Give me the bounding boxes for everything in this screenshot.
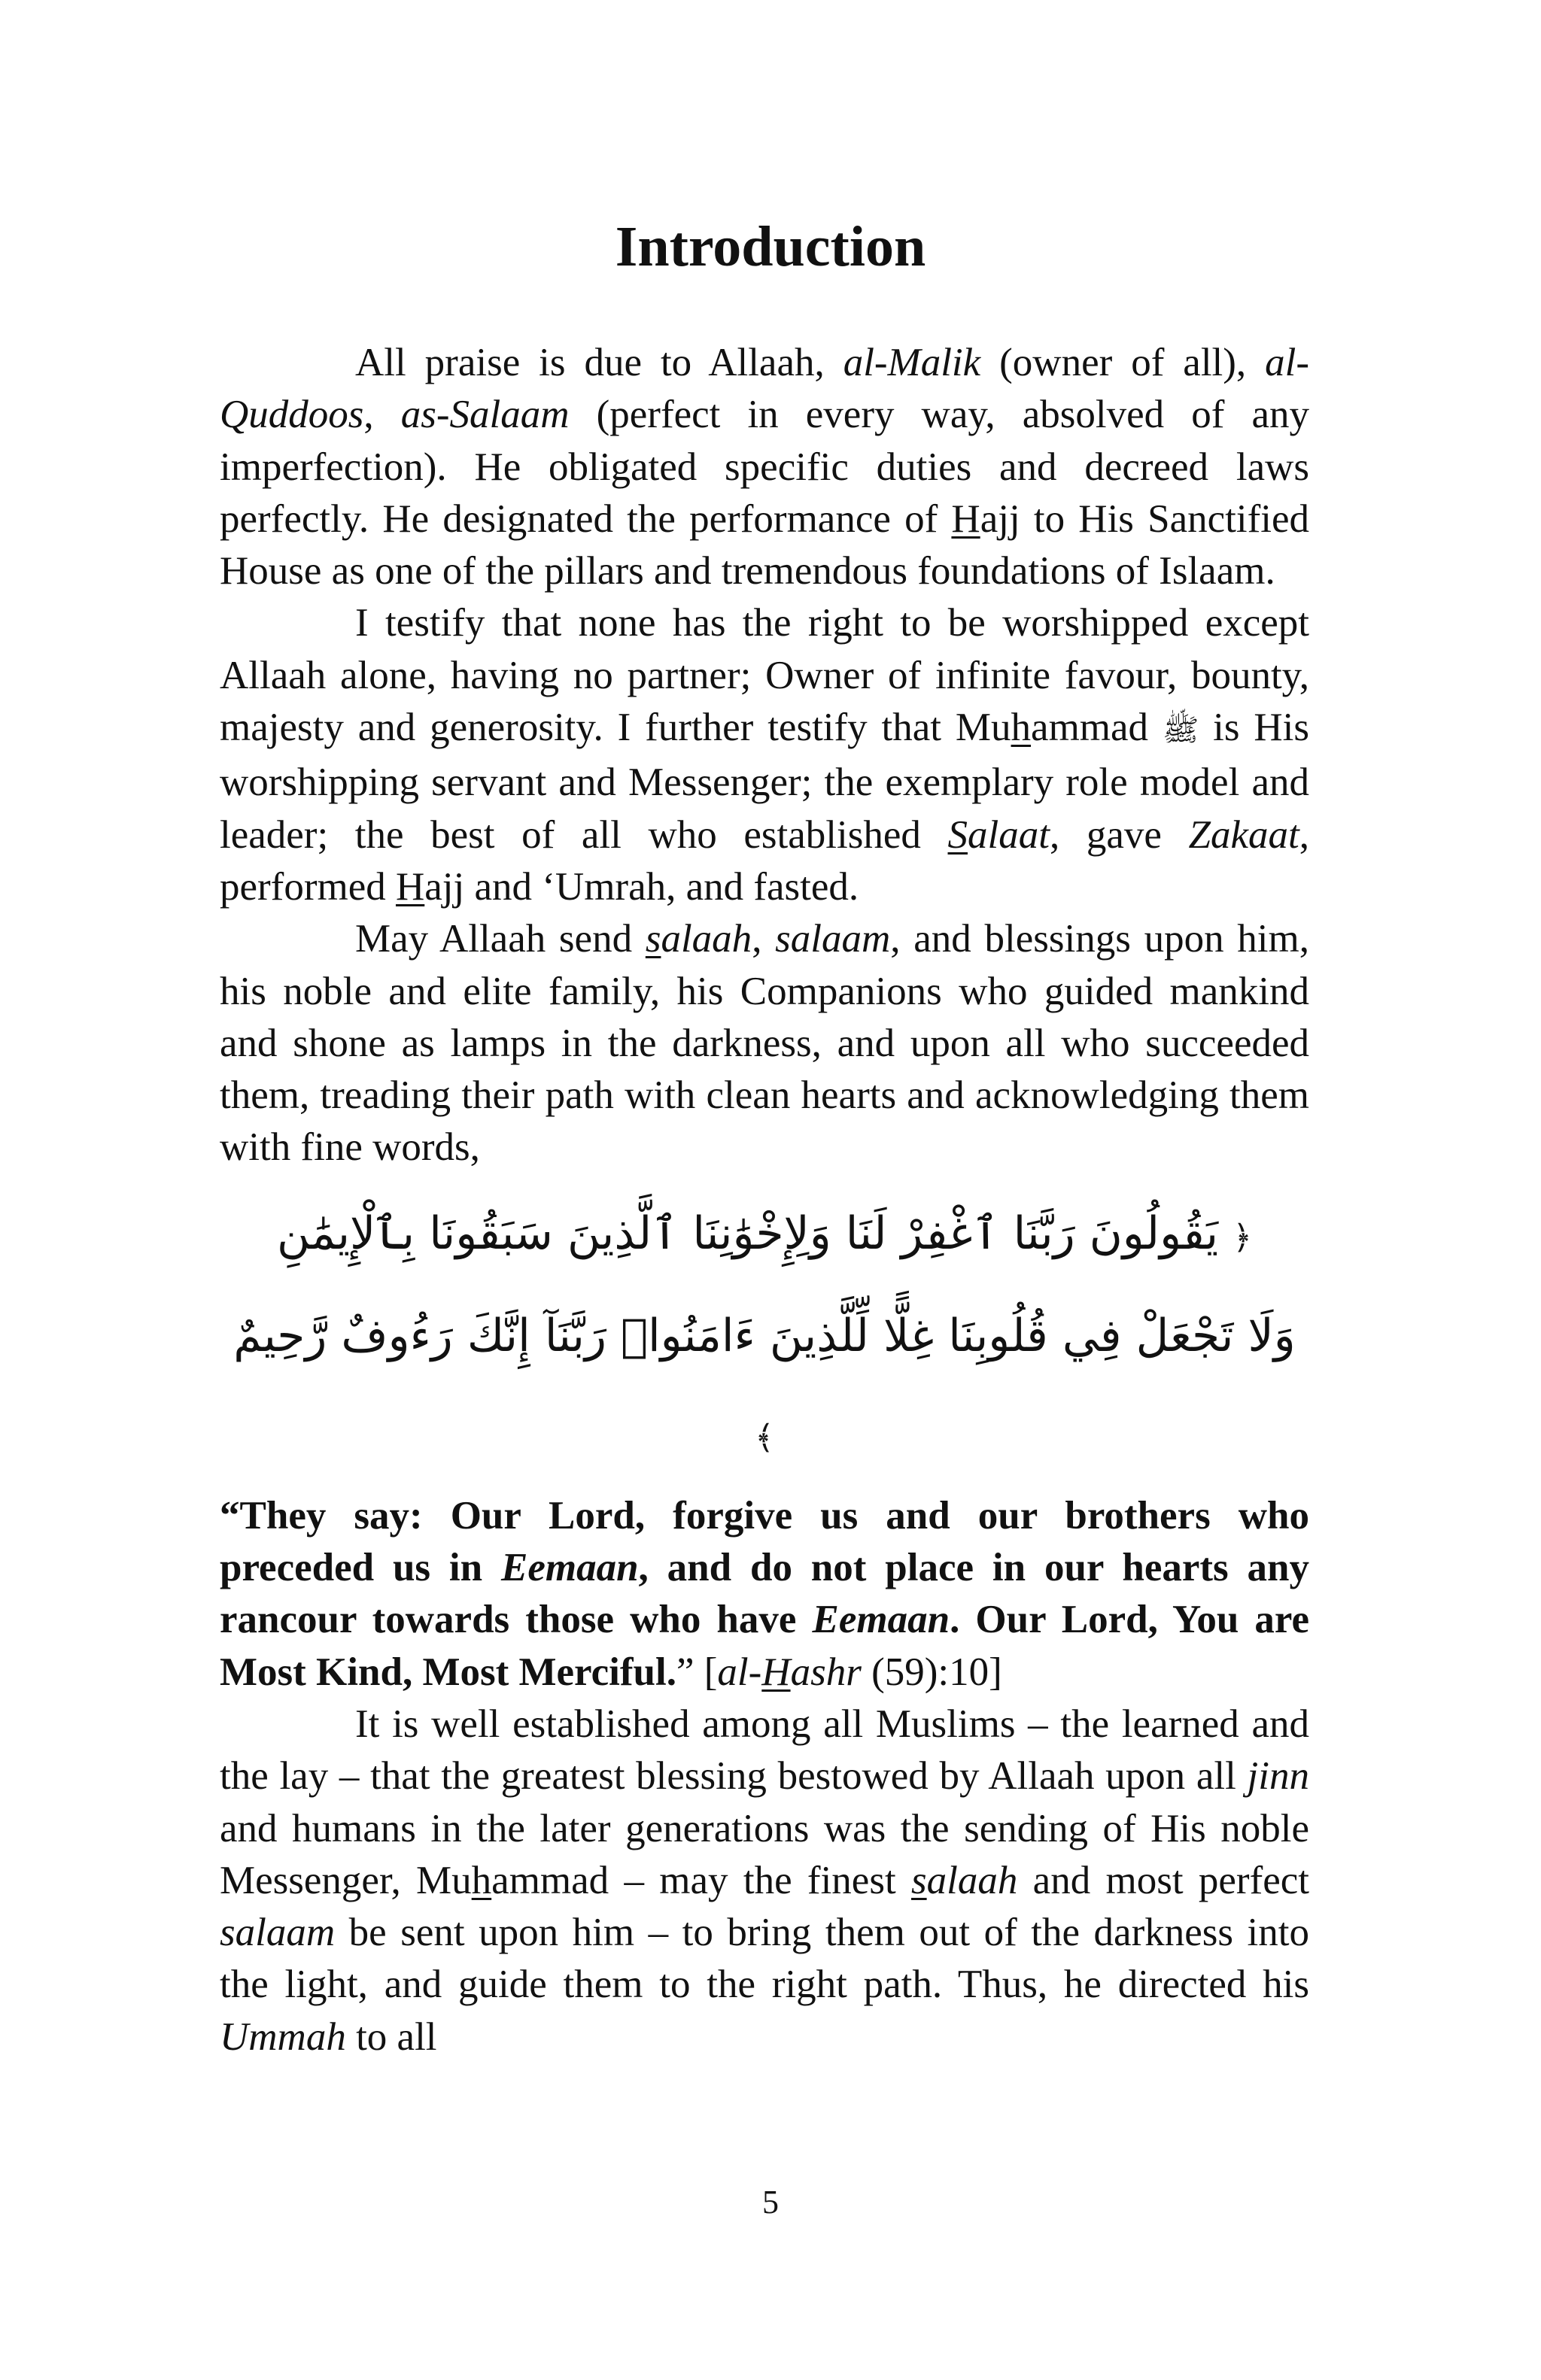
quran-verse-arabic	[220, 1185, 1309, 1487]
underlined-letter: S	[947, 812, 968, 857]
text-run: is His worshipping servant and Messenger; the exemplary role model and leader; the best of all who established	[220, 706, 1310, 857]
text-run: ,	[752, 917, 776, 961]
text-run: ,	[363, 393, 401, 437]
text-run: , and blessings upon him, his noble and elite family, his Companions who guided mankind and shone as lamps in the darkness, and upon all who succeeded them, treading their path with clean hearts and acknowledging them with fine words,	[220, 917, 1309, 1170]
text-run: (owner of all),	[980, 341, 1266, 384]
page-title: Introduction	[615, 215, 926, 278]
text-run: and humans in the later generations was the sending of His noble Messenger, Mu	[220, 1806, 1309, 1902]
paragraph-blessing-bestowed	[220, 1698, 1309, 2063]
italic-term: al-Quddoos	[220, 341, 1309, 437]
italic-term: Eemaan	[500, 1546, 639, 1590]
text-run: to all	[345, 2014, 437, 2059]
text-run: and most perfect	[1017, 1858, 1309, 1902]
underlined-letter: H	[761, 1650, 791, 1694]
arabic-text: يَقُولُونَ رَبَّنَا ٱغْفِرْ لَنَا وَلِإِخْوَٰنِنَا ٱلَّذِينَ سَبَقُونَا بِٱلْإِيمَٰنِ	[277, 1207, 1219, 1260]
underlined-letter: H	[395, 864, 425, 909]
closing-quote: ”	[676, 1650, 695, 1694]
text-run: May Allaah send	[355, 917, 646, 961]
underlined-letter: s	[910, 1858, 927, 1902]
italic-term: al-Malik	[843, 341, 981, 384]
text-run: (perfect in every way, absolved of any imperfection). He obligated specific duties and decreed laws perfectly. He designated the performance of	[220, 393, 1309, 541]
text-run: “They say: Our Lord, forgive us and our brothers who preceded us in	[220, 1493, 1309, 1590]
italic-term: alaat	[968, 812, 1050, 857]
reference-italic: al-	[717, 1650, 762, 1694]
reference-text: [	[694, 1650, 718, 1694]
text-run: ammad – may the finest	[491, 1858, 911, 1902]
salutation-glyph: ﷺ	[1162, 713, 1199, 748]
text-run: ajj and ‘Umrah, and fasted.	[424, 864, 859, 909]
page-number: 5	[762, 2184, 779, 2221]
arabic-line-1	[220, 1185, 1309, 1287]
reference-italic: ashr	[790, 1650, 862, 1694]
text-run: ajj to His Sanctified House as one of the pillars and tremendous foundations of Islaam.	[220, 496, 1309, 593]
ornate-bracket-close: ﴾	[755, 1418, 774, 1457]
text-run: I testify that none has the right to be worshipped except Allaah alone, having no partner; Owner of infinite favour, bounty, majesty and generosity. I further testify that Mu	[220, 601, 1309, 750]
italic-term: Eemaan	[812, 1598, 950, 1642]
italic-term: salaam	[775, 917, 891, 961]
text-run: It is well established among all Muslims – the learned and the lay – that the greatest blessing bestowed by Allaah upon all	[220, 1702, 1309, 1799]
arabic-text: وَلَا تَجْعَلْ فِي قُلُوبِنَا غِلًّا لِّلَّذِينَ ءَامَنُوا۟ رَبَّنَآ إِنَّكَ رَءُوفٌ رَّحِيمٌ	[233, 1309, 1296, 1362]
italic-term: alaah	[926, 1858, 1018, 1902]
text-run: ammad	[1031, 706, 1163, 750]
text-run: , and do not place in our hearts any rancour towards those who have	[220, 1546, 1309, 1642]
body-text	[220, 337, 1309, 2063]
text-run: . Our Lord, You are Most Kind, Most Merciful.	[220, 1598, 1309, 1694]
underlined-letter: H	[951, 496, 980, 541]
underlined-letter: h	[1011, 706, 1032, 750]
italic-term: Zakaat	[1188, 812, 1299, 857]
paragraph-blessings	[220, 913, 1309, 1173]
italic-term: as-Salaam	[400, 393, 570, 437]
italic-term: salaam	[220, 1911, 336, 1955]
italic-term: jinn	[1247, 1754, 1309, 1799]
underlined-letter: h	[471, 1858, 492, 1902]
verse-translation	[220, 1490, 1309, 1698]
text-run: be sent upon him – to bring them out of the darkness into the light, and guide them to the right path. Thus, he directed his	[220, 1911, 1309, 2007]
italic-term: alaah	[661, 917, 752, 961]
arabic-line-2	[220, 1287, 1309, 1487]
italic-term: Ummah	[220, 2014, 346, 2059]
paragraph-praise	[220, 337, 1309, 597]
reference-text: (59):10]	[861, 1650, 1002, 1694]
text-run: , gave	[1049, 812, 1189, 857]
underlined-letter: s	[645, 917, 661, 961]
ornate-bracket-open: ﴿	[1232, 1218, 1252, 1257]
text-run: , performed	[220, 812, 1309, 909]
paragraph-testimony	[220, 597, 1309, 913]
text-run: All praise is due to Allaah,	[355, 341, 843, 384]
